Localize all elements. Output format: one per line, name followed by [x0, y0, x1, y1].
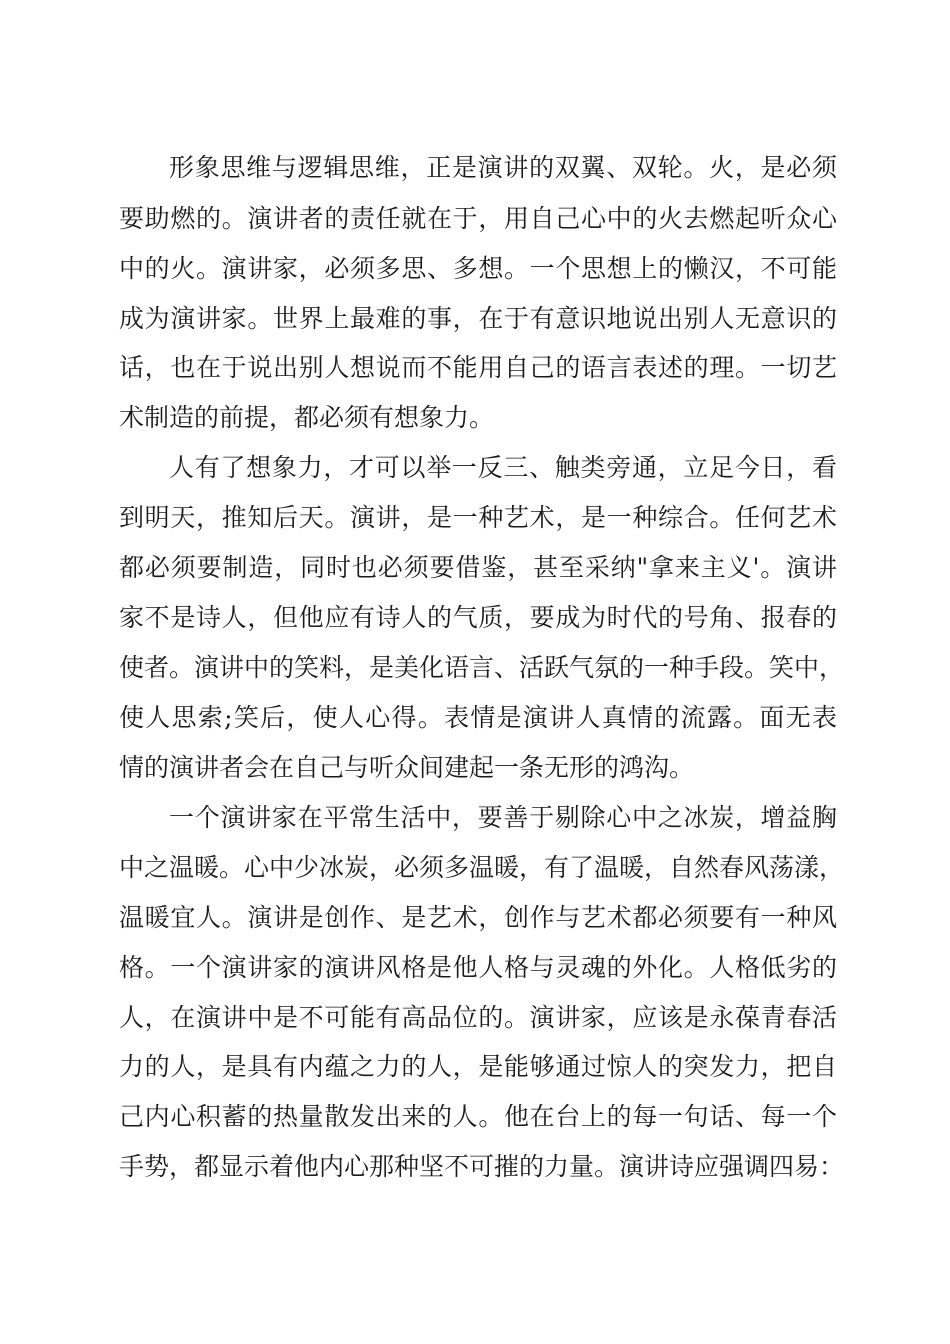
- paragraph-1-line-1: 形象思维与逻辑思维，正是演讲的双翼、双轮。火，是必须: [169, 153, 837, 182]
- paragraph-1-line-5: 话，也在于说出别人想说而不能用自己的语言表述的理。一切艺: [119, 353, 837, 382]
- paragraph-3-line-3: 温暖宜人。演讲是创作、是艺术，创作与艺术都必须要有一种风: [119, 903, 837, 932]
- paragraph-2-line-5: 使者。演讲中的笑料，是美化语言、活跃气氛的一种手段。笑中，: [119, 653, 845, 682]
- paragraph-1-line-6: 术制造的前提，都必须有想象力。: [119, 403, 495, 432]
- paragraph-3-line-2: 中之温暖。心中少冰炭，必须多温暖，有了温暖，自然春风荡漾，: [119, 853, 845, 882]
- paragraph-2-line-2: 到明天，推知后天。演讲，是一种艺术，是一种综合。任何艺术: [119, 503, 837, 532]
- paragraph-3-line-5: 人，在演讲中是不可能有高品位的。演讲家，应该是永葆青春活: [119, 1003, 837, 1032]
- paragraph-1-line-4: 成为演讲家。世界上最难的事，在于有意识地说出别人无意识的: [119, 304, 837, 333]
- paragraph-3-line-7: 己内心积蓄的热量散发出来的人。他在台上的每一句话、每一个: [119, 1102, 837, 1131]
- paragraph-3-line-1: 一个演讲家在平常生活中，要善于剔除心中之冰炭，增益胸: [169, 803, 837, 832]
- paragraph-1-line-2: 要助燃的。演讲者的责任就在于，用自己心中的火去燃起听众心: [119, 204, 837, 233]
- paragraph-2-line-1: 人有了想象力，才可以举一反三、触类旁通，立足今日，看: [169, 453, 837, 482]
- paragraph-2-line-3: 都必须要制造，同时也必须要借鉴，甚至采纳"拿来主义'。演讲: [119, 553, 837, 582]
- paragraph-3-line-6: 力的人，是具有内蕴之力的人，是能够通过惊人的突发力，把自: [119, 1052, 837, 1081]
- paragraph-3-line-8: 手势，都显示着他内心那种坚不可摧的力量。演讲诗应强调四易：: [119, 1152, 845, 1181]
- paragraph-1-line-3: 中的火。演讲家，必须多思、多想。一个思想上的懒汉，不可能: [119, 254, 837, 283]
- paragraph-2-line-7: 情的演讲者会在自己与听众间建起一条无形的鸿沟。: [119, 753, 695, 782]
- paragraph-2-line-4: 家不是诗人，但他应有诗人的气质，要成为时代的号角、报春的: [119, 603, 837, 632]
- paragraph-2-line-6: 使人思索;笑后，使人心得。表情是演讲人真情的流露。面无表: [119, 703, 837, 732]
- paragraph-3-line-4: 格。一个演讲家的演讲风格是他人格与灵魂的外化。人格低劣的: [119, 953, 837, 982]
